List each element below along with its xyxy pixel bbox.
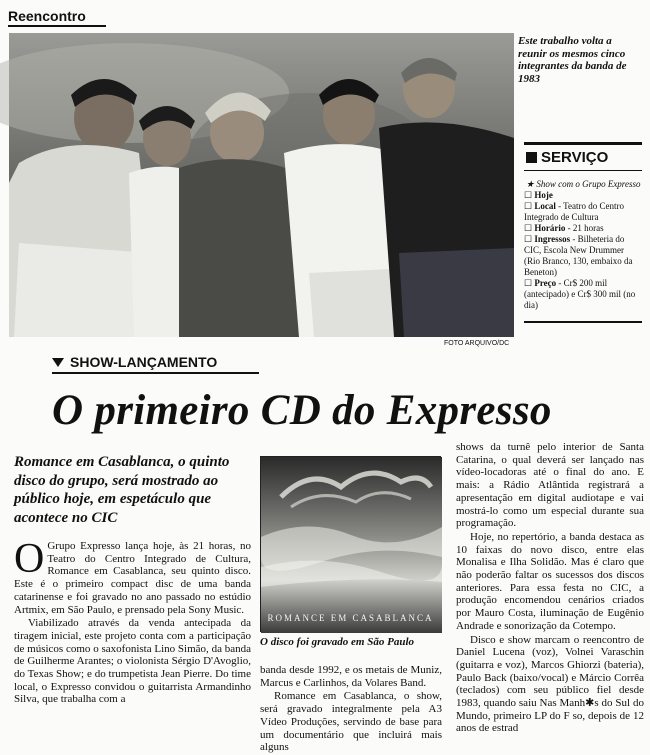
servico-item-label: Local bbox=[534, 201, 556, 211]
servico-item: ☐ Ingressos - Bilheteria do CIC, Escola New Drummer (Rio Branco, 130, embaixo da Beneton) bbox=[524, 234, 633, 277]
kicker bbox=[52, 354, 259, 374]
band-photo bbox=[9, 33, 514, 337]
paragraph-text: Grupo Expresso lança hoje, às 21 horas, no Teatro do Centro Integrado de Cultura, Romance em Casablanca, seu quinto disco. Este é o primeiro compact disc de uma banda catarinense e foi gravado no ano passado no estúdio Artmix, em São Paulo, e prensado pela Sony Music. bbox=[14, 540, 251, 616]
article-paragraph: Disco e show marcam o reencontro de Daniel Lucena (voz), Volnei Varaschin (guitarra e voz), Marcos Ghiorzi (bateria), Paulo Back (baixo/vocal) e Márcio Corrêa (teclados) com seu público fiel desde 1983, quando saiu Nas Manh✱s do Sul do Mundo, primeiro LP do F so, depois de 12 anos de estrad bbox=[456, 633, 644, 735]
article-paragraph: banda desde 1992, e os metais de Muniz, Marcus e Carlinhos, da Volares Band. bbox=[260, 664, 442, 689]
section-tag: Reencontro bbox=[8, 8, 106, 27]
deck: Romance em Casablanca, o quinto disco do grupo, será mostrado ao público hoje, em espetáculo que acontece no CIC bbox=[14, 454, 230, 526]
servico-lead: ★ Show com o Grupo Expresso bbox=[526, 179, 641, 189]
servico-item: ☐ Hoje bbox=[524, 190, 553, 200]
servico-item-value: - Bilheteria do CIC, Escola New Drummer (Rio Branco, 130, embaixo da Beneton) bbox=[524, 234, 633, 277]
article-paragraph bbox=[14, 536, 251, 616]
article-column-1 bbox=[14, 536, 251, 707]
album-cover-art bbox=[261, 457, 442, 633]
servico-item-label: Ingressos bbox=[534, 234, 571, 244]
drop-cap: O bbox=[14, 536, 45, 582]
servico-heading bbox=[524, 149, 642, 166]
article-column-3 bbox=[456, 441, 644, 736]
album-caption: O disco foi gravado em São Paulo bbox=[260, 636, 414, 648]
servico-item: ☐ Local - Teatro do Centro Integrado de Cultura bbox=[524, 201, 625, 222]
headline: O primeiro CD do Expresso bbox=[52, 387, 552, 434]
kicker-label: SHOW-LANÇAMENTO bbox=[70, 354, 218, 370]
photo-credit: FOTO ARQUIVO/DC bbox=[444, 340, 510, 347]
article-paragraph: Viabilizado através da venda antecipada da tiragem inicial, este projeto conta com a participação de músicos como o saxofonista Lino Simão, da banda de Guilherme Arantes; o violonista Sérgio D'Avoglio, do Texas Show; e do trumpetista Jean Pierre. Do time local, o Expresso convidou o guitarrista Armandinho Silva, que trabalha com a bbox=[14, 617, 251, 706]
servico-item-label: Hoje bbox=[534, 190, 553, 200]
album-cover bbox=[260, 456, 441, 632]
servico-item: ☐ Horário - 21 horas bbox=[524, 223, 604, 233]
article-paragraph: Hoje, no repertório, a banda destaca as 10 faixas do novo disco, entre elas Monalisa e Ilha Solidão. Mas é claro que não poderão faltar os sucessos dos discos anteriores. Para essa festa no CIC, a produção encomendou cenários criados por Mauro Costa, iluminação de Eugênio Andrade e sonorização da Cotempo. bbox=[456, 530, 644, 632]
album-cover-title: ROMANCE EM CASABLANCA bbox=[267, 613, 434, 623]
servico-body bbox=[524, 179, 642, 311]
servico-mid-rule bbox=[524, 170, 642, 171]
servico-item-value: - 21 horas bbox=[565, 223, 604, 233]
servico-title: SERVIÇO bbox=[541, 149, 609, 166]
servico-box bbox=[524, 142, 642, 323]
servico-item-value: - Teatro do Centro Integrado de Cultura bbox=[524, 201, 625, 222]
photo-caption: Este trabalho volta a reunir os mesmos cinco integrantes da banda de 1983 bbox=[518, 35, 627, 85]
servico-item-label: Preço bbox=[534, 278, 557, 288]
servico-item-value: - Cr$ 200 mil (antecipado) e Cr$ 300 mil (no dia) bbox=[524, 278, 636, 310]
triangle-down-icon bbox=[52, 358, 64, 367]
servico-bottom-rule bbox=[524, 321, 642, 323]
article-paragraph: shows da turnê pelo interior de Santa Catarina, o qual deverá ser lançado nas vídeo-locadoras até o final do ano. E mais: a Rádio Atlântida registrará a apresentação em digital audiotape e vai mostrá-lo como um especial durante sua programação. bbox=[456, 441, 644, 530]
square-bullet-icon bbox=[526, 152, 537, 163]
servico-top-rule bbox=[524, 142, 642, 145]
servico-item-label: Horário bbox=[534, 223, 566, 233]
article-column-2 bbox=[260, 664, 442, 755]
article-paragraph: Romance em Casablanca, o show, será gravado integralmente pela A3 Vídeo Produções, servindo de base para um documentário que incluirá mais alguns bbox=[260, 690, 442, 754]
servico-item: ☐ Preço - Cr$ 200 mil (antecipado) e Cr$ 300 mil (no dia) bbox=[524, 278, 636, 310]
